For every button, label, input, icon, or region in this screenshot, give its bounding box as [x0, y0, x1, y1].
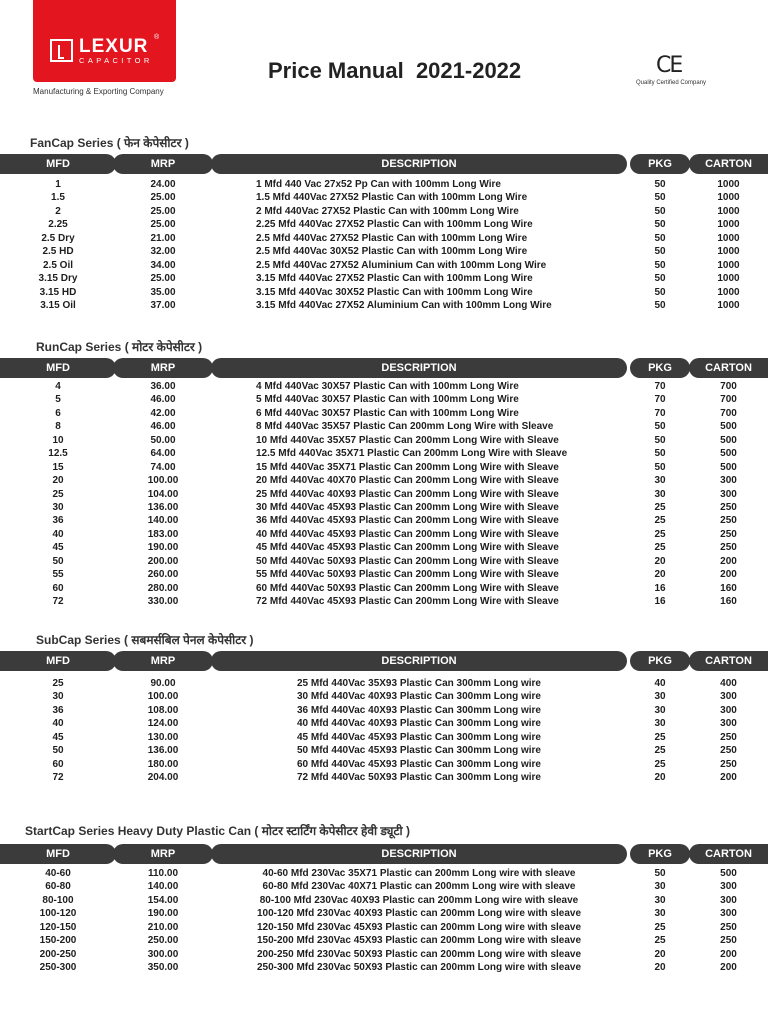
cell-pkg: 40	[654, 678, 666, 689]
cell-pkg: 50	[654, 461, 666, 473]
cell-pkg: 50	[654, 259, 666, 271]
cell-pkg: 25	[654, 758, 666, 770]
cell-description: 25 Mfd 440Vac 40X93 Plastic Can 200mm Long Wire with Sleave	[256, 488, 559, 500]
table-row	[0, 232, 768, 245]
cell-mfd: 60-80	[45, 881, 71, 893]
table-row	[0, 205, 768, 218]
cell-carton: 250	[720, 515, 737, 527]
cell-pkg: 70	[654, 381, 666, 392]
cell-carton: 500	[720, 434, 737, 446]
cell-carton: 1000	[717, 219, 740, 231]
cell-description: 250-300 Mfd 230Vac 50X93 Plastic can 200mm Long wire with sleave	[256, 962, 582, 974]
cell-carton: 300	[720, 475, 737, 487]
cell-description: 8 Mfd 440Vac 35X57 Plastic Can 200mm Long Wire with Sleave	[256, 421, 554, 433]
cell-mrp: 37.00	[150, 299, 176, 311]
cell-description: 10 Mfd 440Vac 35X57 Plastic Can 200mm Long Wire with Sleave	[256, 434, 559, 446]
table-header	[0, 358, 768, 378]
table-header	[0, 154, 768, 174]
cell-mfd: 30	[52, 691, 64, 703]
table-row	[0, 434, 768, 447]
cell-description: 150-200 Mfd 230Vac 45X93 Plastic can 200mm Long wire with sleave	[256, 935, 582, 947]
cell-pkg: 30	[654, 894, 666, 906]
table-row	[0, 420, 768, 433]
cell-pkg: 50	[654, 205, 666, 217]
cell-carton: 200	[720, 948, 737, 960]
cell-carton: 300	[720, 488, 737, 500]
cell-mfd: 120-150	[39, 921, 77, 933]
col-header-mrp: MRP	[113, 154, 213, 174]
cell-mrp: 110.00	[147, 868, 179, 879]
cell-mfd: 3.15 HD	[39, 286, 77, 298]
col-header-description: DESCRIPTION	[211, 358, 627, 378]
cell-description: 3.15 Mfd 440Vac 27X52 Plastic Can with 100mm Long Wire	[256, 273, 533, 285]
cell-carton: 200	[720, 962, 737, 974]
cell-description: 36 Mfd 440Vac 40X93 Plastic Can 300mm Long wire	[296, 704, 541, 716]
cell-description: 50 Mfd 440Vac 50X93 Plastic Can 200mm Long Wire with Sleave	[256, 555, 559, 567]
table-row	[0, 717, 768, 730]
cell-carton: 250	[720, 935, 737, 947]
cell-mfd: 72	[52, 596, 64, 607]
cell-carton: 200	[720, 555, 737, 567]
table-row	[0, 259, 768, 272]
col-header-pkg: PKG	[630, 651, 690, 671]
cell-mfd: 20	[52, 475, 64, 487]
cell-description: 2.5 Mfd 440Vac 27X52 Aluminium Can with 100mm Long Wire	[256, 259, 547, 271]
cell-pkg: 30	[654, 691, 666, 703]
cell-carton: 300	[720, 718, 737, 730]
cell-carton: 250	[720, 921, 737, 933]
cell-mfd: 40-60	[45, 868, 71, 879]
cell-mfd: 4	[55, 381, 61, 392]
cell-mrp: 74.00	[150, 461, 176, 473]
table-row	[0, 595, 768, 608]
cell-mfd: 40	[52, 528, 64, 540]
col-header-carton: CARTON	[689, 844, 768, 864]
cell-mfd: 60	[52, 582, 64, 594]
cell-mrp: 300.00	[147, 948, 179, 960]
cell-mfd: 40	[52, 718, 64, 730]
table-row	[0, 704, 768, 717]
table-row	[0, 447, 768, 460]
cell-pkg: 50	[654, 434, 666, 446]
cell-carton: 300	[720, 881, 737, 893]
col-header-mfd: MFD	[0, 358, 116, 378]
cell-pkg: 30	[654, 718, 666, 730]
cell-pkg: 50	[654, 246, 666, 258]
table-row	[0, 191, 768, 204]
cell-mfd: 100-120	[39, 908, 77, 920]
table-row	[0, 488, 768, 501]
cell-pkg: 70	[654, 407, 666, 419]
cell-mfd: 2	[55, 205, 61, 217]
cell-carton: 1000	[717, 286, 740, 298]
table-row	[0, 501, 768, 514]
cell-description: 60 Mfd 440Vac 50X93 Plastic Can 200mm Long Wire with Sleave	[256, 582, 559, 594]
cell-pkg: 25	[654, 935, 666, 947]
cell-description: 60-80 Mfd 230Vac 40X71 Plastic can 200mm Long wire with sleave	[262, 881, 576, 893]
brand-subtitle: CAPACITOR	[79, 56, 153, 65]
cell-description: 1 Mfd 440 Vac 27x52 Pp Can with 100mm Long Wire	[256, 179, 501, 190]
cell-mfd: 250-300	[39, 962, 77, 974]
cell-mrp: 25.00	[150, 205, 176, 217]
col-header-mfd: MFD	[0, 844, 116, 864]
cell-mrp: 46.00	[150, 394, 176, 406]
table-header	[0, 844, 768, 864]
cell-mrp: 183.00	[147, 528, 179, 540]
cell-description: 60 Mfd 440Vac 45X93 Plastic Can 300mm Long wire	[296, 758, 541, 770]
cell-mfd: 30	[52, 501, 64, 513]
cell-mrp: 190.00	[147, 908, 179, 920]
table-row	[0, 541, 768, 554]
cell-description: 40 Mfd 440Vac 45X93 Plastic Can 200mm Long Wire with Sleave	[256, 528, 559, 540]
cell-pkg: 30	[654, 488, 666, 500]
table-row	[0, 771, 768, 784]
cell-mfd: 8	[55, 421, 61, 433]
table-row	[0, 894, 768, 907]
col-header-pkg: PKG	[630, 358, 690, 378]
cell-mrp: 350.00	[147, 962, 179, 974]
cell-description: 72 Mfd 440Vac 50X93 Plastic Can 300mm Long wire	[296, 772, 541, 784]
table-row	[0, 961, 768, 974]
cell-mrp: 100.00	[147, 691, 179, 703]
cell-carton: 1000	[717, 192, 740, 204]
cell-pkg: 25	[654, 515, 666, 527]
cell-mrp: 130.00	[147, 731, 179, 743]
table-row	[0, 555, 768, 568]
cell-carton: 250	[720, 745, 737, 757]
cell-description: 55 Mfd 440Vac 50X93 Plastic Can 200mm Long Wire with Sleave	[256, 569, 559, 581]
cell-carton: 1000	[717, 246, 740, 258]
cell-mrp: 36.00	[150, 381, 176, 392]
logo-mark-icon	[50, 39, 73, 62]
cell-pkg: 50	[654, 179, 666, 190]
cell-pkg: 25	[654, 501, 666, 513]
cell-description: 72 Mfd 440Vac 45X93 Plastic Can 200mm Long Wire with Sleave	[256, 596, 559, 607]
cell-description: 200-250 Mfd 230Vac 50X93 Plastic can 200mm Long wire with sleave	[256, 948, 582, 960]
cell-description: 45 Mfd 440Vac 45X93 Plastic Can 200mm Long Wire with Sleave	[256, 542, 559, 554]
cell-mfd: 150-200	[39, 935, 77, 947]
section-title: StartCap Series Heavy Duty Plastic Can ( मोटर स्टार्टिंग केपेसीटर हेवी ड्यूटी )	[25, 824, 410, 838]
cell-mfd: 5	[55, 394, 61, 406]
col-header-carton: CARTON	[689, 651, 768, 671]
cell-carton: 250	[720, 501, 737, 513]
cell-pkg: 70	[654, 394, 666, 406]
col-header-mfd: MFD	[0, 651, 116, 671]
cell-carton: 500	[720, 448, 737, 460]
cell-mfd: 1	[55, 179, 61, 190]
cell-mrp: 25.00	[150, 219, 176, 231]
table-row	[0, 758, 768, 771]
cell-mfd: 3.15 Oil	[40, 299, 76, 311]
table-row	[0, 380, 768, 393]
col-header-description: DESCRIPTION	[211, 651, 627, 671]
table-header	[0, 651, 768, 671]
cell-pkg: 20	[654, 948, 666, 960]
cell-description: 120-150 Mfd 230Vac 45X93 Plastic can 200mm Long wire with sleave	[256, 921, 582, 933]
cell-mfd: 72	[52, 772, 64, 784]
cell-mrp: 35.00	[150, 286, 176, 298]
cell-description: 2.25 Mfd 440Vac 27X52 Plastic Can with 100mm Long Wire	[256, 219, 533, 231]
cell-description: 45 Mfd 440Vac 45X93 Plastic Can 300mm Long wire	[296, 731, 541, 743]
cell-pkg: 50	[654, 448, 666, 460]
cell-mrp: 50.00	[150, 434, 176, 446]
cell-mfd: 45	[52, 731, 64, 743]
section-title: FanCap Series ( फेन केपेसीटर )	[30, 136, 189, 150]
col-header-description: DESCRIPTION	[211, 844, 627, 864]
cell-mrp: 24.00	[150, 179, 176, 190]
cell-description: 100-120 Mfd 230Vac 40X93 Plastic can 200mm Long wire with sleave	[256, 908, 582, 920]
table-row	[0, 286, 768, 299]
cell-mrp: 42.00	[150, 407, 176, 419]
table-row	[0, 744, 768, 757]
cell-mrp: 104.00	[147, 488, 179, 500]
cell-pkg: 30	[654, 704, 666, 716]
col-header-carton: CARTON	[689, 358, 768, 378]
cell-description: 15 Mfd 440Vac 35X71 Plastic Can 200mm Long Wire with Sleave	[256, 461, 559, 473]
cell-mrp: 124.00	[147, 718, 179, 730]
cell-carton: 1000	[717, 273, 740, 285]
cell-carton: 1000	[717, 232, 740, 244]
cell-carton: 1000	[717, 259, 740, 271]
cell-carton: 1000	[717, 179, 740, 190]
table-row	[0, 218, 768, 231]
table-row	[0, 272, 768, 285]
cell-mfd: 2.5 Oil	[42, 259, 73, 271]
cell-pkg: 16	[654, 582, 666, 594]
cell-pkg: 25	[654, 731, 666, 743]
cell-description: 50 Mfd 440Vac 45X93 Plastic Can 300mm Long wire	[296, 745, 541, 757]
cell-description: 3.15 Mfd 440Vac 27X52 Aluminium Can with 100mm Long Wire	[256, 299, 552, 311]
cell-mfd: 80-100	[42, 894, 74, 906]
cell-description: 12.5 Mfd 440Vac 35X71 Plastic Can 200mm Long Wire with Sleave	[256, 448, 568, 460]
cell-description: 20 Mfd 440Vac 40X70 Plastic Can 200mm Long Wire with Sleave	[256, 475, 559, 487]
cell-mrp: 136.00	[147, 745, 179, 757]
cell-pkg: 25	[654, 542, 666, 554]
cell-carton: 250	[720, 758, 737, 770]
cell-pkg: 50	[654, 286, 666, 298]
registered-mark: ®	[154, 34, 160, 41]
cell-mfd: 1.5	[51, 192, 65, 204]
cell-mrp: 21.00	[150, 232, 176, 244]
table-row	[0, 582, 768, 595]
table-row	[0, 690, 768, 703]
cell-mfd: 200-250	[39, 948, 77, 960]
col-header-pkg: PKG	[630, 154, 690, 174]
cell-carton: 400	[720, 678, 737, 689]
col-header-mfd: MFD	[0, 154, 116, 174]
cell-carton: 500	[720, 461, 737, 473]
table-row	[0, 393, 768, 406]
col-header-carton: CARTON	[689, 154, 768, 174]
cell-description: 36 Mfd 440Vac 45X93 Plastic Can 200mm Long Wire with Sleave	[256, 515, 559, 527]
cell-description: 6 Mfd 440Vac 30X57 Plastic Can with 100mm Long Wire	[256, 407, 519, 419]
cell-mrp: 25.00	[150, 192, 176, 204]
cell-carton: 300	[720, 704, 737, 716]
cell-mfd: 12.5	[48, 448, 68, 460]
page-title: Price Manual 2021-2022	[268, 58, 522, 83]
cell-mrp: 46.00	[150, 421, 176, 433]
table-row	[0, 731, 768, 744]
cell-mrp: 64.00	[150, 448, 176, 460]
cell-pkg: 20	[654, 962, 666, 974]
cell-carton: 1000	[717, 205, 740, 217]
cell-carton: 160	[720, 582, 737, 594]
table-row	[0, 407, 768, 420]
cell-mrp: 90.00	[150, 678, 176, 689]
cell-pkg: 30	[654, 908, 666, 920]
cell-pkg: 50	[654, 868, 666, 879]
section-title: SubCap Series ( सबमर्सबिल पेनल केपेसीटर )	[36, 633, 254, 647]
table-row	[0, 514, 768, 527]
table-row	[0, 178, 768, 191]
cell-mrp: 108.00	[147, 704, 179, 716]
cell-carton: 700	[720, 407, 737, 419]
cell-mrp: 200.00	[147, 555, 179, 567]
cell-pkg: 50	[654, 192, 666, 204]
cell-carton: 300	[720, 894, 737, 906]
cell-mfd: 60	[52, 758, 64, 770]
table-row	[0, 461, 768, 474]
cell-mfd: 45	[52, 542, 64, 554]
cell-carton: 700	[720, 394, 737, 406]
cell-description: 1.5 Mfd 440Vac 27X52 Plastic Can with 100mm Long Wire	[256, 192, 528, 204]
cell-pkg: 25	[654, 528, 666, 540]
cell-mrp: 140.00	[147, 881, 179, 893]
cell-mrp: 34.00	[150, 259, 176, 271]
cell-carton: 250	[720, 528, 737, 540]
cell-pkg: 20	[654, 569, 666, 581]
table-body	[0, 178, 768, 312]
cell-description: 40-60 Mfd 230Vac 35X71 Plastic can 200mm Long wire with sleave	[262, 868, 576, 879]
cell-mrp: 100.00	[147, 475, 179, 487]
cell-mrp: 140.00	[147, 515, 179, 527]
table-row	[0, 948, 768, 961]
cell-description: 5 Mfd 440Vac 30X57 Plastic Can with 100mm Long Wire	[256, 394, 519, 406]
col-header-description: DESCRIPTION	[211, 154, 627, 174]
cell-mfd: 6	[55, 407, 61, 419]
cell-description: 40 Mfd 440Vac 40X93 Plastic Can 300mm Long wire	[296, 718, 541, 730]
cell-description: 2 Mfd 440Vac 27X52 Plastic Can with 100mm Long Wire	[256, 205, 519, 217]
col-header-mrp: MRP	[113, 358, 213, 378]
cell-carton: 300	[720, 908, 737, 920]
cell-mrp: 210.00	[147, 921, 179, 933]
company-tagline: Manufacturing & Exporting Company	[33, 87, 164, 96]
cell-mfd: 55	[52, 569, 64, 581]
col-header-mrp: MRP	[113, 844, 213, 864]
cell-pkg: 30	[654, 881, 666, 893]
cell-pkg: 20	[654, 555, 666, 567]
cell-carton: 250	[720, 542, 737, 554]
table-row	[0, 921, 768, 934]
table-row	[0, 299, 768, 312]
cell-description: 30 Mfd 440Vac 45X93 Plastic Can 200mm Long Wire with Sleave	[256, 501, 559, 513]
cell-mfd: 36	[52, 704, 64, 716]
cell-pkg: 16	[654, 596, 666, 607]
cell-mrp: 32.00	[150, 246, 176, 258]
cell-carton: 250	[720, 731, 737, 743]
cell-carton: 200	[720, 772, 737, 784]
cell-pkg: 50	[654, 299, 666, 311]
cell-mrp: 25.00	[150, 273, 176, 285]
cell-mfd: 50	[52, 745, 64, 757]
table-row	[0, 474, 768, 487]
cell-mfd: 36	[52, 515, 64, 527]
cell-pkg: 50	[654, 273, 666, 285]
cell-mfd: 2.5 Dry	[41, 232, 75, 244]
cell-pkg: 50	[654, 232, 666, 244]
cell-description: 2.5 Mfd 440Vac 27X52 Plastic Can with 100mm Long Wire	[256, 232, 528, 244]
cell-mfd: 2.25	[48, 219, 68, 231]
cell-mfd: 3.15 Dry	[38, 273, 78, 285]
cell-mfd: 15	[52, 461, 64, 473]
section-title: RunCap Series ( मोटर केपेसीटर )	[36, 340, 203, 354]
cell-mrp: 260.00	[147, 569, 179, 581]
ce-mark-icon: CE	[656, 53, 682, 78]
table-row	[0, 245, 768, 258]
cell-description: 80-100 Mfd 230Vac 40X93 Plastic can 200mm Long wire with sleave	[259, 894, 579, 906]
table-row	[0, 867, 768, 880]
col-header-pkg: PKG	[630, 844, 690, 864]
cell-carton: 700	[720, 381, 737, 392]
cell-pkg: 20	[654, 772, 666, 784]
table-body	[0, 380, 768, 608]
cell-mrp: 204.00	[147, 772, 179, 784]
certification-text: Quality Certified Company	[636, 80, 707, 86]
cell-mrp: 250.00	[147, 935, 179, 947]
table-row	[0, 880, 768, 893]
cell-description: 25 Mfd 440Vac 35X93 Plastic Can 300mm Long wire	[296, 678, 541, 689]
cell-carton: 300	[720, 691, 737, 703]
cell-mrp: 280.00	[147, 582, 179, 594]
cell-pkg: 25	[654, 921, 666, 933]
cell-mrp: 180.00	[147, 758, 179, 770]
cell-description: 3.15 Mfd 440Vac 30X52 Plastic Can with 100mm Long Wire	[256, 286, 533, 298]
table-row	[0, 568, 768, 581]
cell-description: 4 Mfd 440Vac 30X57 Plastic Can with 100mm Long Wire	[256, 381, 519, 392]
cell-mrp: 136.00	[147, 501, 179, 513]
cell-mfd: 10	[52, 434, 64, 446]
cell-mfd: 2.5 HD	[42, 246, 74, 258]
brand-logo	[33, 0, 176, 82]
cell-carton: 1000	[717, 299, 740, 311]
cell-carton: 200	[720, 569, 737, 581]
cell-mrp: 154.00	[147, 894, 179, 906]
cell-pkg: 30	[654, 475, 666, 487]
table-body	[0, 677, 768, 785]
cell-mfd: 25	[52, 488, 64, 500]
cell-mrp: 330.00	[147, 596, 179, 607]
cell-pkg: 50	[654, 219, 666, 231]
brand-name: LEXUR	[79, 36, 149, 57]
col-header-mrp: MRP	[113, 651, 213, 671]
cell-carton: 500	[720, 421, 737, 433]
table-row	[0, 528, 768, 541]
cell-description: 30 Mfd 440Vac 40X93 Plastic Can 300mm Long wire	[296, 691, 541, 703]
cell-mrp: 190.00	[147, 542, 179, 554]
cell-mfd: 25	[52, 678, 64, 689]
cell-carton: 500	[720, 868, 737, 879]
cell-mfd: 50	[52, 555, 64, 567]
cell-carton: 160	[720, 596, 737, 607]
table-row	[0, 907, 768, 920]
table-body	[0, 867, 768, 975]
table-row	[0, 677, 768, 690]
cell-pkg: 50	[654, 421, 666, 433]
cell-description: 2.5 Mfd 440Vac 30X52 Plastic Can with 100mm Long Wire	[256, 246, 528, 258]
table-row	[0, 934, 768, 947]
cell-pkg: 25	[654, 745, 666, 757]
